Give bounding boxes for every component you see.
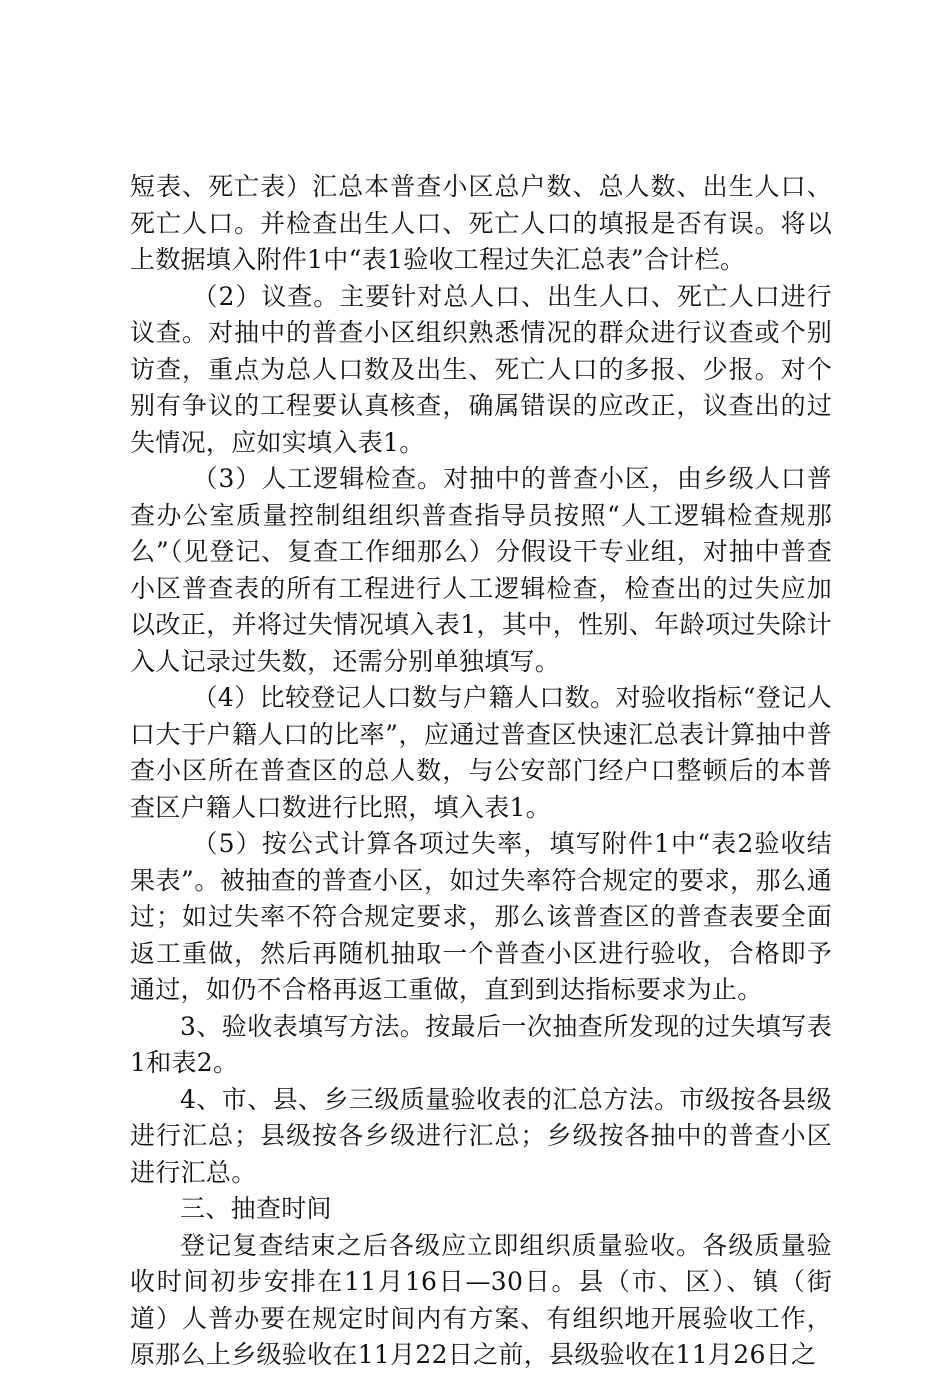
paragraph-section-3-form-filling: 3、验收表填写方法。按最后一次抽查所发现的过失填写表1和表2。: [130, 1011, 832, 1077]
paragraph-item-3-logic-check: （3）人工逻辑检查。对抽中的普查小区，由乡级人口普查办公室质量控制组组织普查指导员按照“人工逻辑检查规那么”（见登记、复查工作细那么）分假设干专业组，对抽中普查小区普查表的所有工程进行人工逻辑检查，检查出的过失应加以改正，并将过失情况填入表1，其中，性别、年龄项过失除计入人记录过失数，还需分别单独填写。: [130, 464, 832, 676]
document-body: [130, 169, 832, 1374]
paragraph-item-2-discussion-check: （2）议查。主要针对总人口、出生人口、死亡人口进行议查。对抽中的普查小区组织熟悉情况的群众进行议查或个别访查，重点为总人口数及出生、死亡人口的多报、少报。对个别有争议的工程要认真核查，确属错误的应改正，议查出的过失情况，应如实填入表1。: [130, 281, 832, 457]
paragraph-item-4-population-compare: （4）比较登记人口数与户籍人口数。对验收指标“登记人口大于户籍人口的比率”，应通过普查区快速汇总表计算抽中普查小区所在普查区的总人数，与公安部门经户口整顿后的本普查区户籍人口数进行比照，填入表1。: [130, 683, 832, 822]
paragraph-continuation: 短表、死亡表）汇总本普查小区总户数、总人数、出生人口、死亡人口。并检查出生人口、死亡人口的填报是否有误。将以上数据填入附件1中“表1验收工程过失汇总表”合计栏。: [130, 172, 832, 274]
section-heading-check-time: 三、抽查时间: [180, 1194, 332, 1223]
paragraph-item-5-error-rate: （5）按公式计算各项过失率，填写附件1中“表2验收结果表”。被抽查的普查小区，如过失率符合规定的要求，那么通过；如过失率不符合规定要求，那么该普查区的普查表要全面返工重做，然后再随机抽取一个普查小区进行验收，合格即予通过，如仍不合格再返工重做，直到到达指标要求为止。: [130, 829, 832, 1004]
paragraph-section-4-summary-method: 4、市、县、乡三级质量验收表的汇总方法。市级按各县级进行汇总；县级按各乡级进行汇总；乡级按各抽中的普查小区进行汇总。: [130, 1084, 832, 1187]
paragraph-check-time-details: 登记复查结束之后各级应立即组织质量验收。各级质量验收时间初步安排在11月16日—30日。县（市、区）、镇（街道）人普办要在规定时间内有方案、有组织地开展验收工作，原那么上乡级验收在11月22日之前，县级验收在11月26日之: [130, 1230, 832, 1369]
